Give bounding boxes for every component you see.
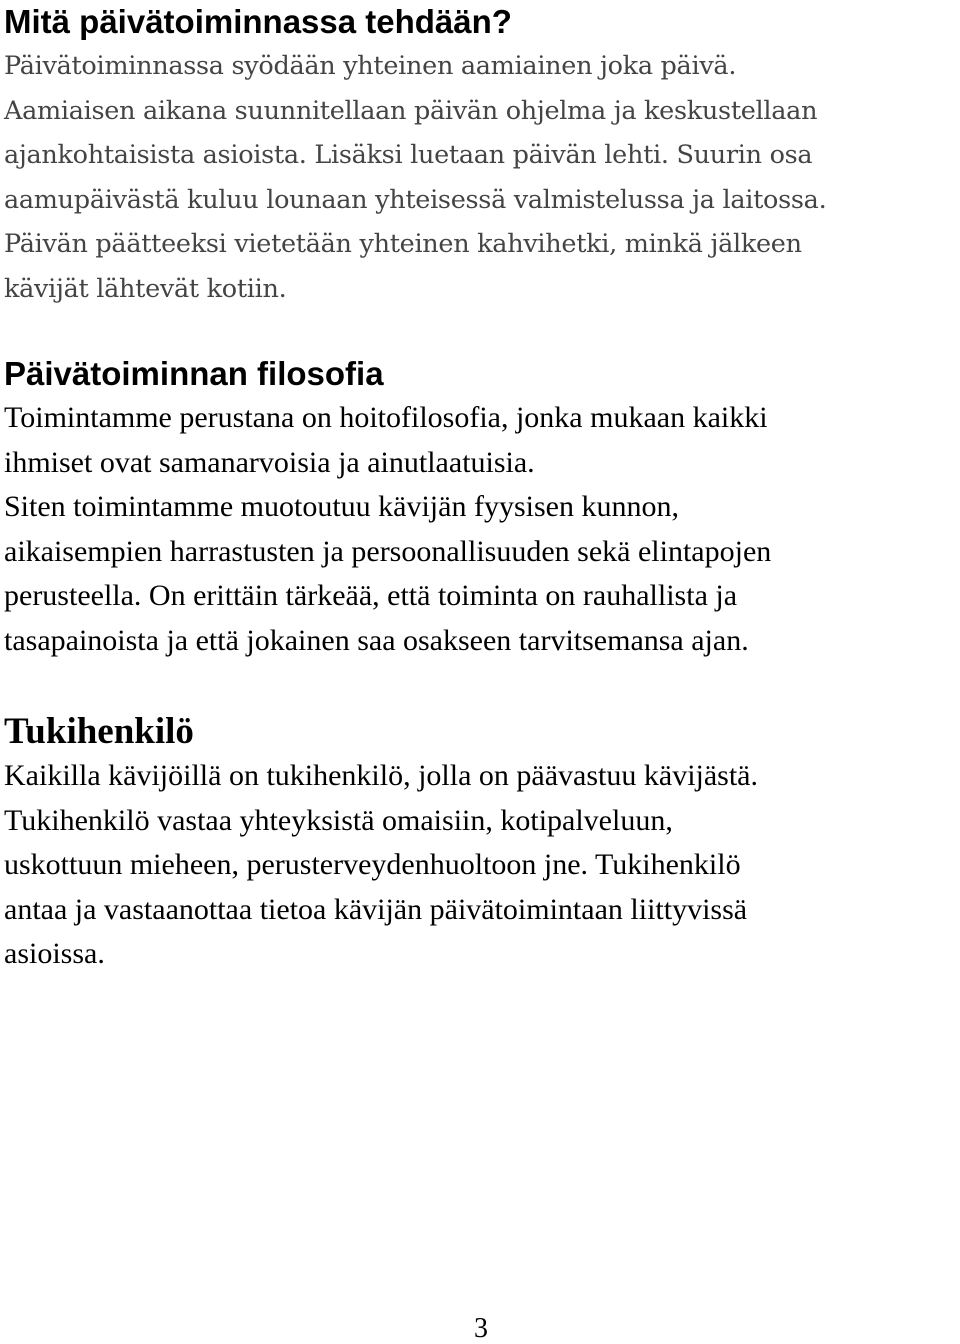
section-body-philosophy (4, 396, 771, 663)
section-heading-activities: Mitä päivätoiminnassa tehdään? (4, 3, 512, 40)
body-line: kävijät lähtevät kotiin. (4, 273, 287, 304)
page-number: 3 (474, 1313, 488, 1344)
body-line: tasapainoista ja että jokainen saa osakseen tarvitsemansa ajan. (4, 623, 749, 657)
body-line: ajankohtaisista asioista. Lisäksi luetaan päivän lehti. Suurin osa (4, 140, 813, 170)
body-line: Aamiaisen aikana suunnitellaan päivän ohjelma ja keskustellaan (4, 95, 818, 126)
section-body-activities (4, 44, 826, 311)
body-line: aikaisempien harrastusten ja persoonallisuuden sekä elintapojen (4, 534, 772, 568)
section-heading-support-person: Tukihenkilö (4, 711, 194, 752)
body-line: Päivätoiminnassa syödään yhteinen aamiainen joka päivä. (4, 51, 737, 81)
section-heading-philosophy: Päivätoiminnan filosofia (4, 355, 384, 392)
body-line: Siten toimintamme muotoutuu kävijän fyysisen kunnon, (4, 490, 679, 523)
body-line: asioissa. (4, 937, 105, 970)
body-line: uskottuun mieheen, perusterveydenhuoltoon jne. Tukihenkilö (4, 848, 741, 881)
section-support-person (4, 710, 758, 977)
body-line: Kaikilla kävijöillä on tukihenkilö, jolla on päävastuu kävijästä. (4, 759, 758, 792)
body-line: Päivän päätteeksi vietetään yhteinen kahvihetki, minkä jälkeen (4, 229, 802, 259)
body-line: Toimintamme perustana on hoitofilosofia, jonka mukaan kaikki (4, 401, 768, 434)
body-line: ihmiset ovat samanarvoisia ja ainutlaatuisia. (4, 445, 535, 479)
section-body-support-person (4, 754, 758, 977)
body-line: Tukihenkilö vastaa yhteyksistä omaisiin, kotipalveluun, (4, 803, 673, 837)
section-philosophy (4, 352, 771, 663)
section-activities (4, 0, 826, 311)
body-line: perusteella. On erittäin tärkeää, että toiminta on rauhallista ja (4, 579, 738, 612)
body-line: aamupäivästä kuluu lounaan yhteisessä valmistelussa ja laitossa. (4, 184, 827, 215)
body-line: antaa ja vastaanottaa tietoa kävijän päivätoimintaan liittyvissä (4, 892, 748, 926)
